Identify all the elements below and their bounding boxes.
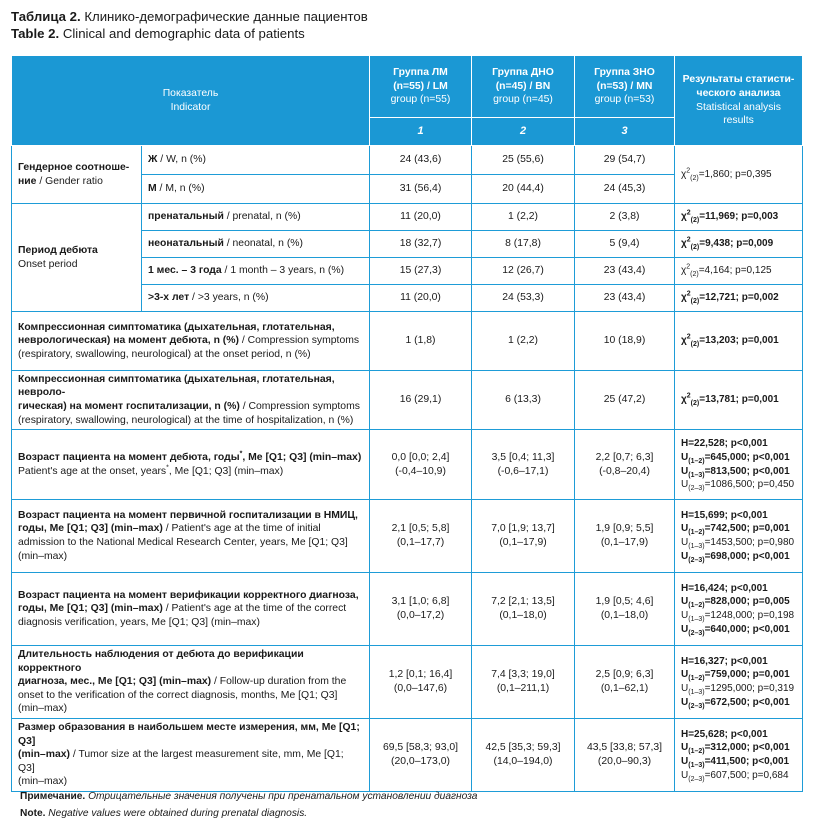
sub-label-over3: >3-х лет / >3 years, n (%): [142, 285, 370, 312]
row-label-comp-onset: Компрессионная симптоматика (дыхательная, глотательная, неврологическая) на момент дебюта, n (%) / Compression symptoms (respiratory, swallowing, neurological) at the onset period, n (%): [12, 312, 370, 371]
table-row: [12, 500, 803, 573]
cell-value: 1 (2,2): [472, 312, 575, 371]
cell-value: 11 (20,0): [370, 204, 472, 231]
header-num-2: 2: [472, 118, 575, 146]
table-row: [12, 204, 803, 231]
table-row: [12, 430, 803, 500]
stat-comp-onset: $\chi^2_{(2)}=13,203$; p=0,001: [675, 312, 803, 371]
cell-value: 18 (32,7): [370, 231, 472, 258]
cell-value: 24 (53,3): [472, 285, 575, 312]
cell-value: 10 (18,9): [575, 312, 675, 371]
row-label-gender: Гендерное соотноше- ние / Gender ratio: [12, 146, 142, 204]
sub-label-prenatal: пренатальный / prenatal, n (%): [142, 204, 370, 231]
cell-value: 5 (9,4): [575, 231, 675, 258]
stat-prenatal: $\chi^2_{(2)}=11,969$; p=0,003: [675, 204, 803, 231]
header-stats: Результаты статисти- ческого анализа Statistical analysis results: [675, 56, 803, 146]
note-en: Note. Negative values were obtained during prenatal diagnosis.: [20, 808, 308, 819]
cell-value: 24 (45,3): [575, 175, 675, 204]
sub-label-month: 1 мес. – 3 года / 1 month – 3 years, n (%): [142, 258, 370, 285]
cell-value: 6 (13,3): [472, 371, 575, 430]
cell-value: 23 (43,4): [575, 258, 675, 285]
stat-neonatal: $\chi^2_{(2)}=9,438$; p=0,009: [675, 231, 803, 258]
cell-value: 2 (3,8): [575, 204, 675, 231]
table-row: [12, 719, 803, 792]
caption-ru: [11, 8, 368, 25]
header-mn: Группа ЗНО (n=53) / MN group (n=53): [575, 56, 675, 118]
cell-value: 3,5 [0,4; 11,3] (-0,6–17,1): [472, 430, 575, 500]
stat-month: $\chi^2_{(2)}=4,164$; p=0,125: [675, 258, 803, 285]
sub-label-female: Ж / W, n (%): [142, 146, 370, 175]
cell-value: 29 (54,7): [575, 146, 675, 175]
cell-value: 25 (47,2): [575, 371, 675, 430]
cell-value: 1,9 [0,9; 5,5] (0,1–17,9): [575, 500, 675, 573]
caption-en: [11, 25, 368, 42]
cell-value: 69,5 [58,3; 93,0] (20,0–173,0): [370, 719, 472, 792]
cell-value: 15 (27,3): [370, 258, 472, 285]
row-label-age-onset: Возраст пациента на момент дебюта, годы*, Me [Q1; Q3] (min–max) Patient's age at the onset, years*, Me [Q1; Q3] (min–max): [12, 430, 370, 500]
header-row: [12, 56, 803, 118]
table-row: [12, 371, 803, 430]
cell-value: 3,1 [1,0; 6,8] (0,0–17,2): [370, 573, 472, 646]
row-label-followup: Длительность наблюдения от дебюта до верификации корректного диагноза, мес., Me [Q1; Q3] (min–max) / Follow-up duration from the onset to the verification of the correct diagnosis, months, Me [Q1; Q3] (min–max): [12, 646, 370, 719]
caption-ru-text: Клинико-демографические данные пациентов: [84, 9, 368, 24]
row-label-tumor: Размер образования в наибольшем месте измерения, мм, Me [Q1; Q3] (min–max) / Tumor size at the largest measurement site, mm, Me [Q1; Q3] (min–max): [12, 719, 370, 792]
header-lm: Группа ЛМ (n=55) / LM group (n=55): [370, 56, 472, 118]
table-row: [12, 573, 803, 646]
cell-value: 7,4 [3,3; 19,0] (0,1–211,1): [472, 646, 575, 719]
row-label-onset: Период дебюта Onset period: [12, 204, 142, 312]
cell-value: 7,2 [2,1; 13,5] (0,1–18,0): [472, 573, 575, 646]
note-ru: Примечание. Отрицательные значения получены при пренатальном установлении диагноза: [20, 791, 478, 802]
stat-age-onset: H=22,528; p<0,001 $U_{(1-2)}=645,000$; p<0,001 $U_{(1-3)}=813,500$; p<0,001 $U_{(2-3)}=1086,500$; p=0,450: [675, 430, 803, 500]
cell-value: 25 (55,6): [472, 146, 575, 175]
cell-value: 12 (26,7): [472, 258, 575, 285]
header-indicator-en: Indicator: [170, 101, 211, 113]
header-indicator-ru: Показатель: [162, 87, 219, 99]
stat-gender: $\chi^2_{(2)}=1,860$; p=0,395: [675, 146, 803, 204]
header-indicator: [12, 56, 370, 146]
table-row: [12, 146, 803, 175]
cell-value: 1,9 [0,5; 4,6] (0,1–18,0): [575, 573, 675, 646]
header-num-1: 1: [370, 118, 472, 146]
cell-value: 20 (44,4): [472, 175, 575, 204]
table-row: [12, 312, 803, 371]
cell-value: 42,5 [35,3; 59,3] (14,0–194,0): [472, 719, 575, 792]
cell-value: 8 (17,8): [472, 231, 575, 258]
stat-over3: $\chi^2_{(2)}=12,721$; p=0,002: [675, 285, 803, 312]
row-label-comp-hosp: Компрессионная симптоматика (дыхательная, глотательная, невроло- гическая) на момент госпитализации, n (%) / Compression symptoms (respiratory, swallowing, neurological) at the time of hospitalization, n (%): [12, 371, 370, 430]
stat-followup: H=16,327; p<0,001 $U_{(1-2)}=759,000$; p=0,001 $U_{(1-3)}=1295,000$; p=0,319 $U_{(2-3)}=672,500$; p<0,001: [675, 646, 803, 719]
cell-value: 2,5 [0,9; 6,3] (0,1–62,1): [575, 646, 675, 719]
stat-age-hosp: H=15,699; p<0,001 $U_{(1-2)}=742,500$; p=0,001 $U_{(1-3)}=1453,500$; p=0,980 $U_{(2-3)}=698,000$; p<0,001: [675, 500, 803, 573]
cell-value: 31 (56,4): [370, 175, 472, 204]
cell-value: 1 (1,8): [370, 312, 472, 371]
data-table: [11, 55, 803, 792]
header-num-3: 3: [575, 118, 675, 146]
header-bn: Группа ДНО (n=45) / BN group (n=45): [472, 56, 575, 118]
row-label-age-verif: Возраст пациента на момент верификации корректного диагноза, годы, Me [Q1; Q3] (min–max) / Patient's age at the time of the correct diagnosis verification, years, Me [Q1; Q3] (min–max): [12, 573, 370, 646]
caption-ru-label: Таблица 2.: [11, 9, 81, 24]
stat-tumor: H=25,628; p<0,001 $U_{(1-2)}=312,000$; p<0,001 $U_{(1-3)}=411,500$; p<0,001 $U_{(2-3)}=607,500$; p=0,684: [675, 719, 803, 792]
sub-label-male: М / M, n (%): [142, 175, 370, 204]
stat-comp-hosp: $\chi^2_{(2)}=13,781$; p=0,001: [675, 371, 803, 430]
cell-value: 0,0 [0,0; 2,4] (-0,4–10,9): [370, 430, 472, 500]
cell-value: 11 (20,0): [370, 285, 472, 312]
cell-value: 23 (43,4): [575, 285, 675, 312]
cell-value: 2,1 [0,5; 5,8] (0,1–17,7): [370, 500, 472, 573]
table-row: [12, 646, 803, 719]
cell-value: 7,0 [1,9; 13,7] (0,1–17,9): [472, 500, 575, 573]
sub-label-neonatal: неонатальный / neonatal, n (%): [142, 231, 370, 258]
table-caption: [11, 8, 368, 42]
stat-age-verif: H=16,424; p<0,001 $U_{(1-2)}=828,000$; p=0,005 $U_{(1-3)}=1248,000$; p=0,198 $U_{(2-3)}=640,000$; p<0,001: [675, 573, 803, 646]
row-label-age-hosp: Возраст пациента на момент первичной госпитализации в НМИЦ, годы, Me [Q1; Q3] (min–max) / Patient's age at the time of initial admission to the National Medical Research Center, years, Me [Q1; Q3] (min–max): [12, 500, 370, 573]
cell-value: 43,5 [33,8; 57,3] (20,0–90,3): [575, 719, 675, 792]
cell-value: 1 (2,2): [472, 204, 575, 231]
caption-en-label: Table 2.: [11, 26, 60, 41]
cell-value: 2,2 [0,7; 6,3] (-0,8–20,4): [575, 430, 675, 500]
caption-en-text: Clinical and demographic data of patients: [62, 26, 305, 41]
cell-value: 1,2 [0,1; 16,4] (0,0–147,6): [370, 646, 472, 719]
cell-value: 16 (29,1): [370, 371, 472, 430]
cell-value: 24 (43,6): [370, 146, 472, 175]
